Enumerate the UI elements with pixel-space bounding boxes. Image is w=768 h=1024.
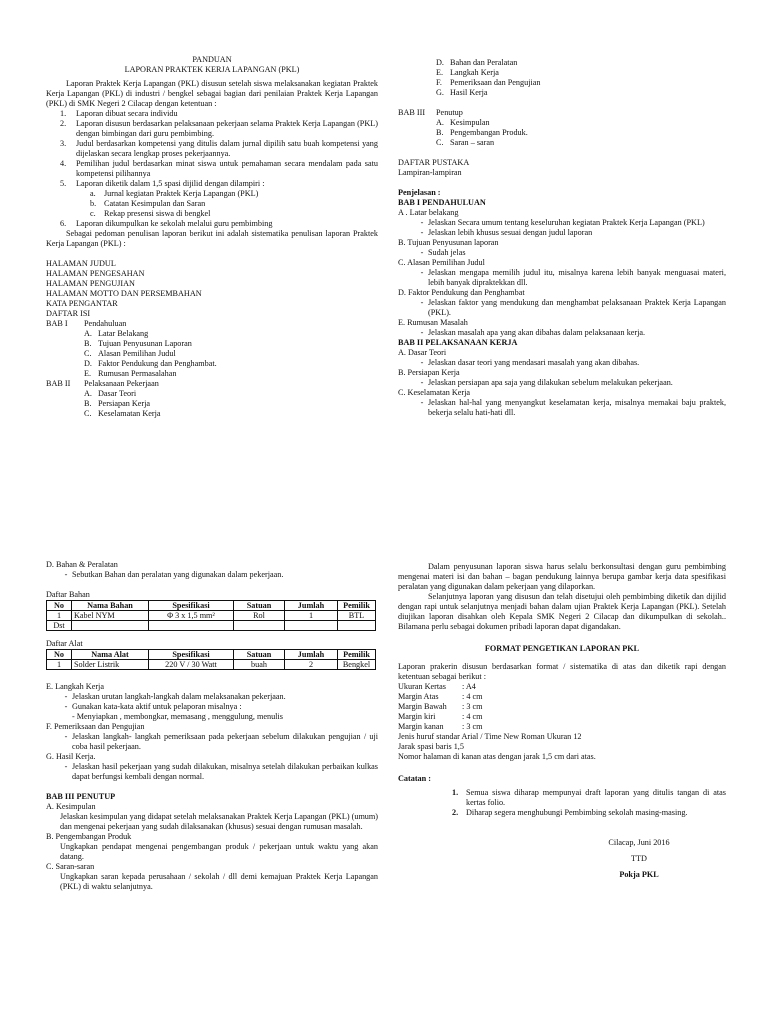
list-item: B. Tujuan Penyusunan Laporan — [84, 339, 192, 348]
penjelasan-heading: Penjelasan : — [398, 188, 441, 197]
list-item: B. Persiapan Kerja — [84, 399, 151, 408]
list-item: A. Latar Belakang — [84, 329, 149, 338]
list-item: G. Hasil Kerja — [436, 88, 488, 97]
list-item: a. Jurnal kegiatan Praktek Kerja Lapangan (PKL) — [90, 189, 259, 198]
place-date: Cilacap, Juni 2016 — [608, 838, 670, 847]
lampiran: Lampiran-lampiran — [398, 168, 462, 177]
section-heading: B. Persiapan Kerja — [398, 368, 460, 377]
list-item: - Jelaskan faktor yang mendukung dan menghambat pelaksanaan Praktek Kerja Lapangan (PKL). — [420, 298, 726, 317]
format-title: FORMAT PENGETIKAN LAPORAN PKL — [484, 644, 640, 653]
outline-bab-3: BAB III Penutup — [398, 108, 463, 117]
consultation-paragraph: Dalam penyusunan laporan siswa harus selalu berkonsultasi dengan guru pembimbing mengenai materi isi dan bahan – bagan pendukung lainnya berupa gambar kerja data spesifikasi peralatan yang digunakan dalam pekerjaan yang dilaporkan. — [398, 562, 726, 591]
daftar-pustaka: DAFTAR PUSTAKA — [398, 158, 470, 167]
list-item: - Jelaskan hasil pekerjaan yang sudah dilakukan, misalnya setelah dilakukan perbaikan kulkas dapat berfungsi kembali dengan normal. — [64, 762, 378, 781]
list-item: - Jelaskan lebih khusus sesuai dengan judul laporan — [420, 228, 593, 237]
catatan-heading: Catatan : — [398, 774, 431, 783]
spacing-line: Jarak spasi baris 1,5 — [398, 742, 464, 751]
signer: Pokja PKL — [619, 870, 659, 879]
section-heading: E. Langkah Kerja — [46, 682, 104, 691]
bab1-heading: BAB I PENDAHULUAN — [398, 198, 486, 207]
outline-page: HALAMAN PENGUJIAN — [46, 279, 135, 288]
note-item: 1. Semua siswa diharap mempunyai draft laporan yang ditulis tangan di atas kertas folio. — [452, 788, 726, 807]
table-row: Dst — [47, 621, 376, 631]
example-line: - Menyiapkan , membongkar, memasang , menggulung, menulis — [72, 712, 283, 721]
section-heading: C. Alasan Pemilihan Judul — [398, 258, 485, 267]
intro-paragraph: Laporan Praktek Kerja Lapangan (PKL) disusun setelah siswa melaksanakan kegiatan Praktek Kerja Lapangan (PKL) di industri / bengkel sebagai bagian dari penilaian Praktek Kerja Lapangan (PKL) di SMK Negeri 2 Cilacap dengan ketentuan : — [46, 79, 378, 108]
outline-bab-1: BAB I Pendahuluan — [46, 319, 127, 328]
section-heading: C. Saran-saran — [46, 862, 95, 871]
format-intro: Laporan prakerin disusun berdasarkan format / sistematika di atas dan diketik rapi dengan ketentuan sebagai berikut : — [398, 662, 726, 681]
section-heading: A. Kesimpulan — [46, 802, 96, 811]
list-item: b. Catatan Kesimpulan dan Saran — [90, 199, 206, 208]
table-row: 1 Kabel NYM Φ 3 x 1,5 mm² Rol 1 BTL — [47, 611, 376, 621]
list-item: - Jelaskan Secara umum tentang keseluruhan kegiatan Praktek Kerja Lapangan (PKL) — [420, 218, 705, 227]
page-4-section — [398, 562, 726, 912]
outline-page: HALAMAN MOTTO DAN PERSEMBAHAN — [46, 289, 202, 298]
list-item: - Sebutkan Bahan dan peralatan yang digunakan dalam pekerjaan. — [64, 570, 284, 579]
format-row: Margin Atas : 4 cm — [398, 692, 483, 701]
list-item: c. Rekap presensi siswa di bengkel — [90, 209, 211, 218]
outline-bab-1-items — [84, 329, 378, 379]
signature-block — [594, 838, 684, 880]
section-text: Jelaskan kesimpulan yang didapat setelah melaksanakan Praktek Kerja Lapangan (PKL) (umum) dan mengenai pekerjaan yang sudah dilaksanakan (khusus) sesuai dengan rumusan masalah. — [60, 812, 378, 831]
list-item: - Jelaskan masalah apa yang akan dibahas dalam pelaksanaan kerja. — [420, 328, 646, 337]
list-item: A. Kesimpulan — [436, 118, 490, 127]
list-item: C. Saran – saran — [436, 138, 495, 147]
bab3-heading: BAB III PENUTUP — [46, 792, 116, 801]
table-header-row: No Nama Alat Spesifikasi Satuan Jumlah Pemilik — [47, 650, 376, 660]
bahan-table — [46, 600, 376, 631]
section-heading: C. Keselamatan Kerja — [398, 388, 471, 397]
outline-bab-3-items — [436, 118, 726, 148]
format-row: Margin kiri : 4 cm — [398, 712, 483, 721]
section-heading: B. Tujuan Penyusunan laporan — [398, 238, 499, 247]
outline-page: KATA PENGANTAR — [46, 299, 118, 308]
list-item: E. Langkah Kerja — [436, 68, 499, 77]
list-item: - Jelaskan persiapan apa saja yang dilakukan sebelum melakukan pekerjaan. — [420, 378, 673, 387]
list-item: - Jelaskan urutan langkah-langkah dalam melaksanakan pekerjaan. — [64, 692, 286, 701]
list-item: - Jelaskan langkah- langkah pemeriksaan pada pekerjaan sebelum dilakukan pengujian / uji coba hasil pekerjaan. — [64, 732, 378, 751]
list-item: - Jelaskan mengapa memilih judul itu, misalnya karena lebih banyak menguasai materi, lebih banyak dipraktekkan dll. — [420, 268, 726, 287]
format-row: Ukuran Kertas : A4 — [398, 682, 476, 691]
bab2-heading: BAB II PELAKSANAAN KERJA — [398, 338, 518, 347]
format-row: Margin Bawah : 3 cm — [398, 702, 483, 711]
alat-table — [46, 649, 376, 670]
section-heading: D. Faktor Pendukung dan Penghambat — [398, 288, 525, 297]
section-heading: E. Rumusan Masalah — [398, 318, 468, 327]
page-3-section — [46, 560, 378, 990]
rules-list-cont — [60, 219, 378, 229]
ttd: TTD — [631, 854, 647, 863]
page-number-line: Nomor halaman di kanan atas dengan jarak 1,5 cm dari atas. — [398, 752, 596, 761]
section-text: Ungkapkan saran kepada perusahaan / sekolah / dll demi kemajuan Praktek Kerja Lapangan (PKL) di waktu selanjutnya. — [60, 872, 378, 891]
outline-page: HALAMAN PENGESAHAN — [46, 269, 145, 278]
font-line: Jenis huruf standar Arial / Time New Roman Ukuran 12 — [398, 732, 582, 741]
page-2-section — [398, 58, 726, 453]
list-item: C. Keselamatan Kerja — [84, 409, 161, 418]
list-item: 5. Laporan diketik dalam 1,5 spasi dijilid dengan dilampiri : — [60, 179, 265, 188]
list-item: 1. Laporan dibuat secara individu — [60, 109, 178, 118]
section-heading: D. Bahan & Peralatan — [46, 560, 118, 569]
section-heading: A. Dasar Teori — [398, 348, 447, 357]
list-item: D. Bahan dan Peralatan — [436, 58, 518, 67]
table-row: 1 Solder Listrik 220 V / 30 Watt buah 2 Bengkel — [47, 660, 376, 670]
attachments-list — [90, 189, 378, 219]
doc-title: PANDUAN — [192, 55, 232, 64]
list-item: 4. Pemilihan judul berdasarkan minat siswa untuk pemahaman secara mendalam pada satu kompetensi pilihannya — [60, 159, 378, 178]
list-item: 6. Laporan dikumpulkan ke sekolah melalui guru pembimbing — [60, 219, 273, 228]
note-item: 2. Diharap segera menghubungi Pembimbing sekolah masing-masing. — [452, 808, 688, 817]
list-item: - Jelaskan dasar teori yang mendasari masalah yang akan dibahas. — [420, 358, 640, 367]
bahan-table-title: Daftar Bahan — [46, 590, 90, 599]
outline-bab-2: BAB II Pelaksanaan Pekerjaan — [46, 379, 159, 388]
list-item: - Jelaskan hal-hal yang menyangkut keselamatan kerja, misalnya memakai baju praktek, bekerja selalu hati-hati dll. — [420, 398, 726, 417]
section-heading: F. Pemeriksaan dan Pengujian — [46, 722, 145, 731]
list-item: E. Rumusan Permasalahan — [84, 369, 177, 378]
list-item: 3. Judul berdasarkan kompetensi yang ditulis dalam jurnal dipilih satu buah kompetensi yang dijelaskan secara lengkap proses pekerjaannya. — [60, 139, 378, 158]
section-heading: B. Pengembangan Produk — [46, 832, 132, 841]
list-item: - Sudah jelas — [420, 248, 466, 257]
list-item: C. Alasan Pemilihan Judul — [84, 349, 176, 358]
section-heading: G. Hasil Kerja. — [46, 752, 96, 761]
list-item: D. Faktor Pendukung dan Penghambat. — [84, 359, 217, 368]
format-row: Margin kanan : 3 cm — [398, 722, 483, 731]
outline-bab-2-items — [84, 389, 378, 419]
table-header-row: No Nama Bahan Spesifikasi Satuan Jumlah Pemilik — [47, 601, 376, 611]
list-item: 2. Laporan disusun berdasarkan pelaksanaan pekerjaan selama Praktek Kerja Lapangan (PKL) dengan bimbingan dari guru pembimbing. — [60, 119, 378, 138]
list-item: - Gunakan kata-kata aktif untuk pelaporan misalnya : — [64, 702, 242, 711]
section-text: Ungkapkan pendapat mengenai pengembangan produk / pekerjaan untuk waktu yang akan datang. — [60, 842, 378, 861]
section-heading: A . Latar belakang — [398, 208, 459, 217]
outline-intro: Sebagai pedoman penulisan laporan berikut ini adalah sistematika penulisan laporan Praktek Kerja Lapangan (PKL) : — [46, 229, 378, 248]
alat-table-title: Daftar Alat — [46, 639, 83, 648]
doc-subtitle: LAPORAN PRAKTEK KERJA LAPANGAN (PKL) — [124, 65, 300, 74]
list-item: A. Dasar Teori — [84, 389, 137, 398]
outline-page: HALAMAN JUDUL — [46, 259, 116, 268]
page-1-section — [46, 55, 378, 450]
approval-paragraph: Selanjutnya laporan yang disusun dan telah disetujui oleh pembimbing diketik dan dijilid dengan rapi untuk selanjutnya menjadi bahan dalam ujian Praktek Kerja Lapangan (PKL). Setelah diujikan laporan disahkan oleh Kepala SMK Negeri 2 Cilacap dan dikumpulkan di sekolah.. Bilamana perlu sebagai dokumen pribadi laporan dapat digandakan. — [398, 592, 726, 631]
outline-page: DAFTAR ISI — [46, 309, 91, 318]
outline-bab-2-cont — [436, 58, 726, 98]
rules-list — [60, 109, 378, 189]
list-item: F. Pemeriksaan dan Pengujian — [436, 78, 541, 87]
list-item: B. Pengembangan Produk. — [436, 128, 528, 137]
